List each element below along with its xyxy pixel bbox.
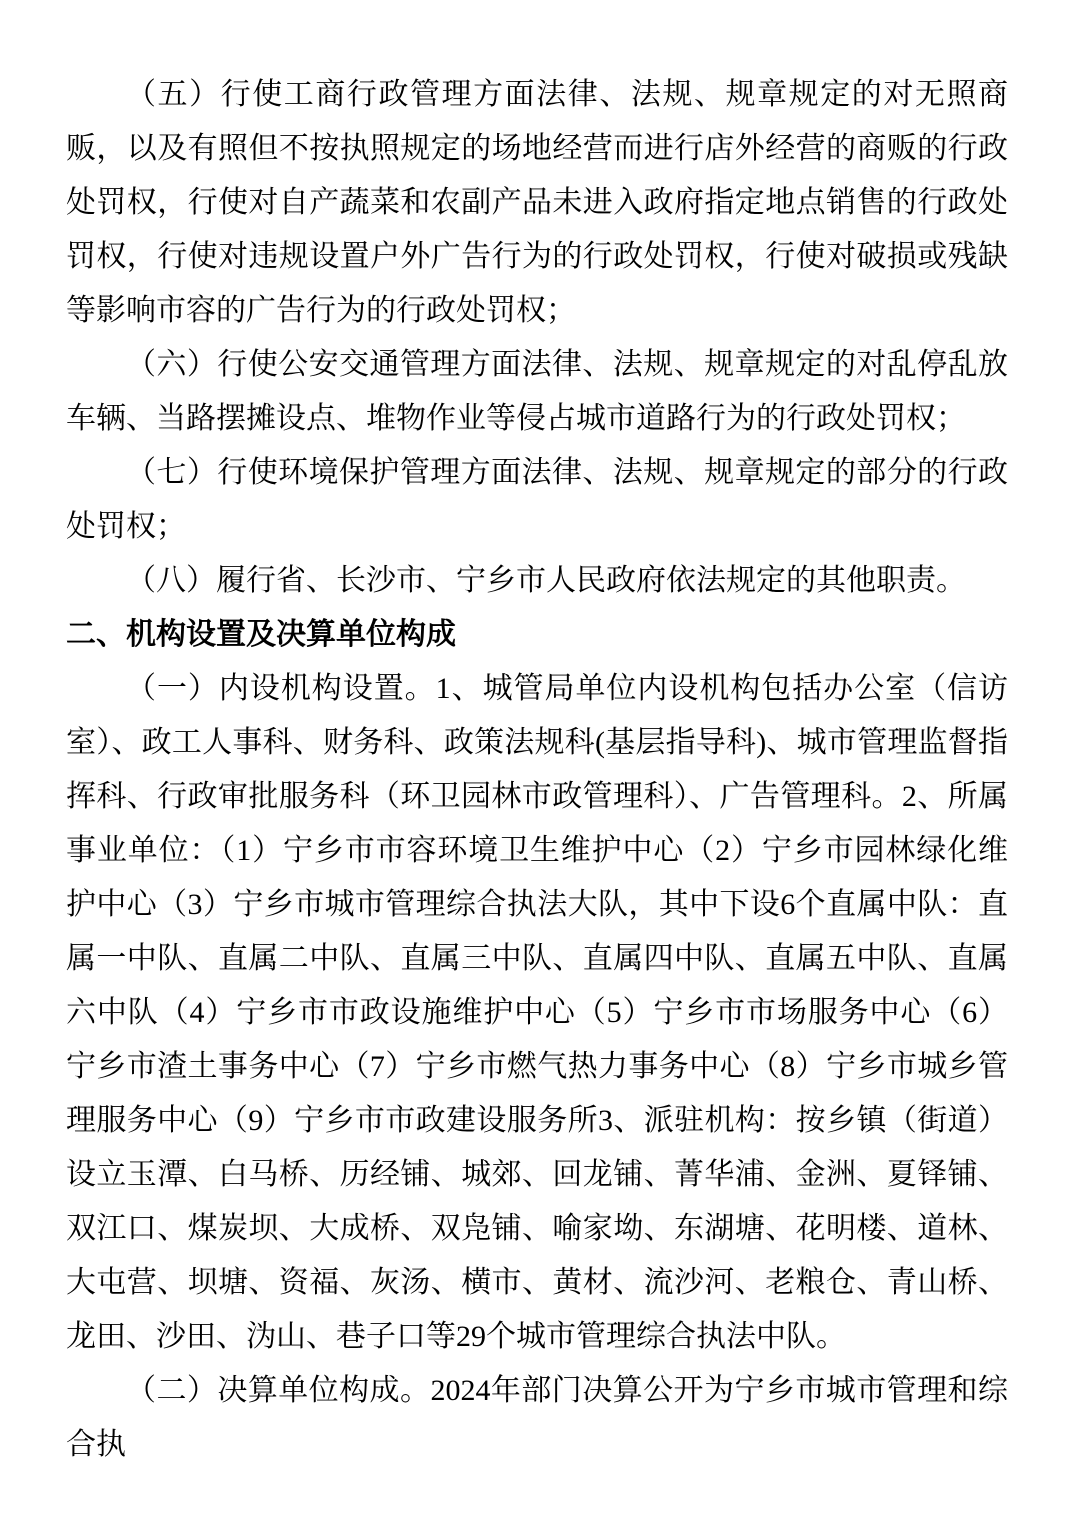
section-heading-org-setup: 二、机构设置及决算单位构成 — [66, 618, 456, 651]
paragraph-duty-8: （八）履行省、长沙市、宁乡市人民政府依法规定的其他职责。 — [126, 564, 966, 597]
paragraph-duty-7: （七）行使环境保护管理方面法律、法规、规章规定的部分的行政处罚权； — [66, 456, 1008, 543]
paragraph-duty-6: （六）行使公安交通管理方面法律、法规、规章规定的对乱停乱放车辆、当路摆摊设点、堆物作业等侵占城市道路行为的行政处罚权； — [66, 348, 1008, 435]
paragraph-internal-org-setup: （一）内设机构设置。1、城管局单位内设机构包括办公室（信访室）、政工人事科、财务科、政策法规科(基层指导科)、城市管理监督指挥科、行政审批服务科（环卫园林市政管理科）、广告管理科。2、所属事业单位：（1）宁乡市市容环境卫生维护中心（2）宁乡市园林绿化维护中心（3）宁乡市城市管理综合执法大队，其中下设6个直属中队：直属一中队、直属二中队、直属三中队、直属四中队、直属五中队、直属六中队（4）宁乡市市政设施维护中心（5）宁乡市市场服务中心（6）宁乡市渣土事务中心（7）宁乡市燃气热力事务中心（8）宁乡市城乡管理服务中心（9）宁乡市市政建设服务所3、派驻机构：按乡镇（街道）设立玉潭、白马桥、历经铺、城郊、回龙铺、菁华浦、金洲、夏铎铺、双江口、煤炭坝、大成桥、双凫铺、喻家坳、东湖塘、花明楼、道林、大屯营、坝塘、资福、灰汤、横市、黄材、流沙河、老粮仓、青山桥、龙田、沙田、沩山、巷子口等29个城市管理综合执法中队。 — [66, 672, 1008, 1353]
paragraph-duty-5: （五）行使工商行政管理方面法律、法规、规章规定的对无照商贩，以及有照但不按执照规定的场地经营而进行店外经营的商贩的行政处罚权，行使对自产蔬菜和农副产品未进入政府指定地点销售的行政处罚权，行使对违规设置户外广告行为的行政处罚权，行使对破损或残缺等影响市容的广告行为的行政处罚权； — [66, 78, 1008, 327]
paragraph-unit-composition: （二）决算单位构成。2024年部门决算公开为宁乡市城市管理和综合执 — [66, 1374, 1008, 1461]
